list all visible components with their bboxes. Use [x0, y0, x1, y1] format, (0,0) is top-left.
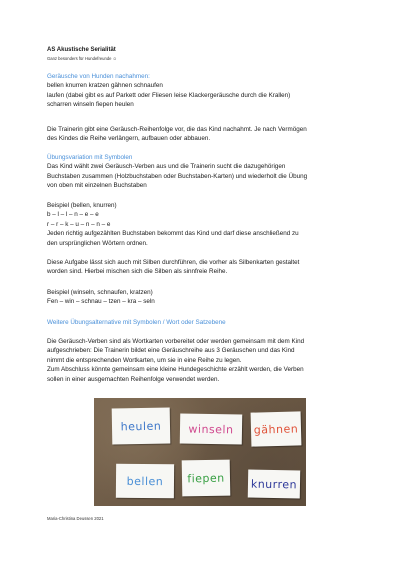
text-line: r – r – k – u – n – n – e [47, 220, 111, 228]
text-line: Jeden richtig aufgezählten Buchstaben bekommt das Kind und darf diese anschließend zu [47, 230, 299, 238]
text-line: Diese Aufgabe lässt sich auch mit Silben durchführen, die vorher als Silbenkarten gestaltet [47, 259, 300, 266]
paragraph-sequence [47, 125, 367, 144]
word-card [116, 464, 174, 499]
text-line: nimmt die entsprechenden Wortkarten, um sie in eine Reihe zu legen. [47, 356, 242, 364]
text-line: Das Kind wählt zwei Geräusch-Verben aus und die Trainerin sucht die dazugehörigen [47, 163, 286, 171]
word-card [251, 411, 302, 446]
text-line: Beispiel (bellen, knurren) [47, 202, 117, 209]
section-sounds [47, 72, 367, 110]
text-line: b – l – l – n – e – e [47, 211, 99, 219]
word-card [112, 407, 171, 444]
text-line: von oben mit einzelnen Buchstaben [47, 182, 147, 190]
text-line: Die Geräusch-Verben sind als Wortkarten vorbereitet oder werden gemeinsam mit dem Kind [47, 338, 305, 345]
word-card-label: knurren [250, 477, 298, 491]
text-line: bellen knurren kratzen gähnen schnaufen [47, 82, 163, 90]
example-letters [47, 201, 367, 248]
word-card-label: bellen [126, 474, 164, 488]
page-title: AS Akustische Serialität [47, 47, 116, 53]
section-heading: Übungsvariation mit Symbolen [47, 154, 133, 161]
text-line: des Kindes die Reihe verlängern, aufbauen oder abbauen. [47, 135, 211, 143]
text-line: laufen (dabei gibt es auf Parkett oder Fliesen leise Klackergeräusche durch die Krallen) [47, 91, 291, 99]
page-subtitle: Ganz besonders für Hundefreunde ☺ [47, 56, 117, 61]
word-card-label: gähnen [253, 421, 299, 437]
text-line: aufgeschrieben: Die Trainerin bildet eine Geräuschreihe aus 3 Geräuschen und das Kind [47, 347, 295, 355]
text-line: den ursprünglichen Wörtern ordnen. [47, 239, 148, 247]
text-line: Die Trainerin gibt eine Geräusch-Reihenfolge vor, die das Kind nachahmt. Je nach Vermögen [47, 126, 307, 133]
text-line: scharren winseln fiepen heulen [47, 101, 134, 109]
word-card-label: heulen [120, 419, 162, 433]
word-card [248, 470, 300, 499]
paragraph-wordcards [47, 337, 367, 384]
word-card-label: fiepen [187, 471, 225, 485]
word-card [180, 413, 243, 444]
text-line: Fen – win – schnau – tzen – kra – seln [47, 298, 155, 306]
section-heading: Weitere Übungsalternative mit Symbolen / Wort oder Satzebene [47, 319, 226, 326]
section-alternative [47, 318, 367, 327]
footer-author: Maria-Christina Deussen 2021 [47, 516, 104, 521]
section-heading: Geräusche von Hunden nachahmen: [47, 73, 150, 80]
text-line: Beispiel (winseln, schnaufen, kratzen) [47, 289, 153, 296]
section-symbols [47, 153, 367, 191]
text-line: Buchstaben zusammen (Holzbuchstaben oder Buchstaben-Karten) und wiederholt die Übung [47, 172, 308, 180]
example-syllables [47, 288, 367, 307]
text-line: sollen in einer ausgemachten Reihenfolge verwendet werden. [47, 375, 220, 383]
text-line: worden sind. Hierbei mischen sich die Silben als sinnfreie Reihe. [47, 268, 228, 276]
word-cards-photo [94, 398, 306, 506]
text-line: Zum Abschluss könnte gemeinsam eine kleine Hundegeschichte erzählt werden, die Verben [47, 366, 304, 374]
paragraph-syllables [47, 258, 367, 277]
word-card [182, 460, 231, 497]
word-card-label: winseln [188, 422, 234, 436]
